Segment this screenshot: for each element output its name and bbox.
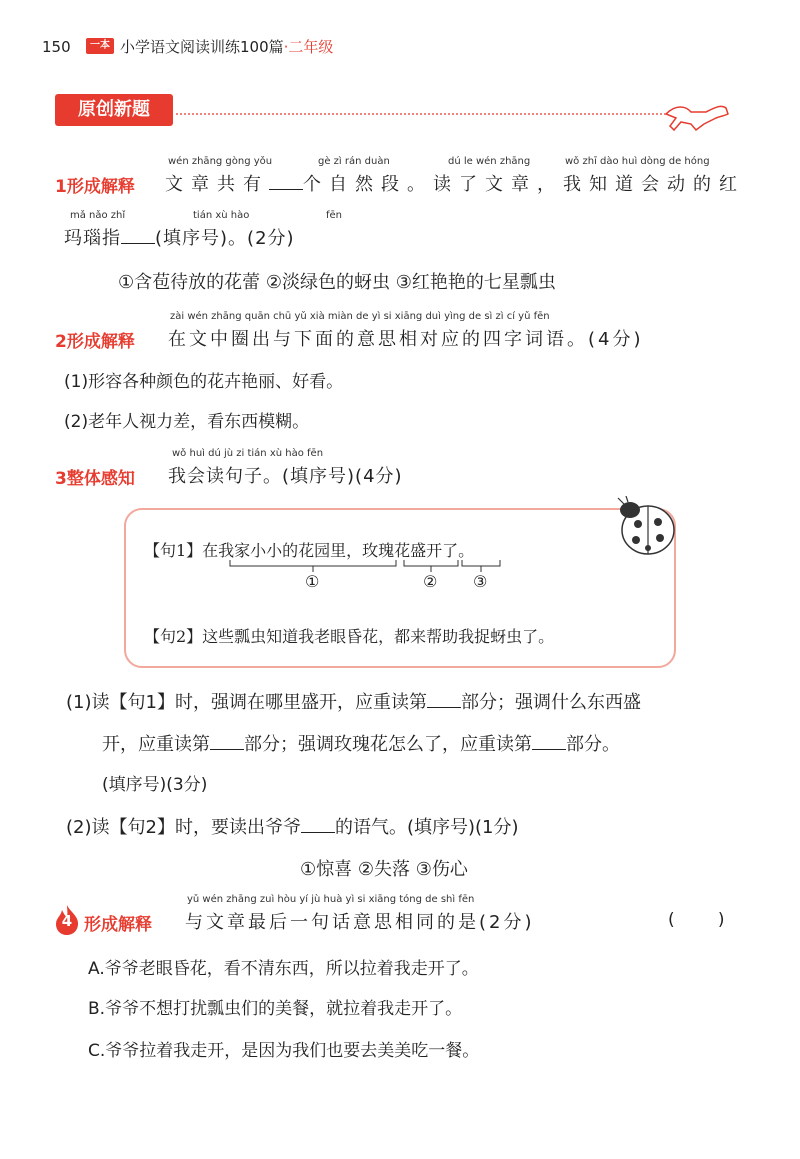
- q2-label: 2形成解释: [55, 332, 135, 352]
- section-tag: 原创新题: [55, 94, 173, 126]
- q3-sub1-text-d: 部分；强调玫瑰花怎么了，应重读第: [244, 734, 532, 755]
- q2-item-2: (2)老年人视力差，看东西模糊。: [64, 412, 310, 432]
- brand-badge: 一本: [86, 38, 114, 54]
- ladybug-icon: [612, 496, 682, 562]
- q3-sub1-line2: [102, 730, 620, 756]
- q3-sub1-line1: [66, 688, 641, 714]
- q1-label: 1形成解释: [55, 177, 135, 197]
- q1-line2: [64, 224, 295, 250]
- q3-sub1-line3: (填序号)(3分): [102, 775, 208, 795]
- q1-text-b: 个自然段。读了文章，我知道会动的红: [303, 174, 745, 195]
- sentence-1-mark-1: ①: [305, 572, 320, 591]
- q3-sub1-text-b: 部分；强调什么东西盛: [460, 692, 641, 713]
- q1-pinyin-6: tián xù hào: [193, 210, 250, 221]
- q4-option-b[interactable]: B.爷爷不想打扰瓢虫们的美餐，就拉着我走开了。: [88, 999, 463, 1019]
- dotted-line-cat-icon: [176, 104, 736, 140]
- page-number: 150: [42, 38, 71, 56]
- q3-blank-4[interactable]: [301, 816, 335, 833]
- book-title-text: 小学语文阅读训练100篇: [120, 38, 284, 56]
- q1-pinyin-5: mǎ nǎo zhǐ: [70, 210, 126, 221]
- q3-label: 3整体感知: [55, 469, 135, 489]
- q1-text-d: (填序号)。(2分): [155, 228, 295, 249]
- q1-pinyin-7: fēn: [326, 210, 343, 221]
- q1-pinyin-1: wén zhāng gòng yǒu: [168, 156, 273, 167]
- q1-text: [165, 170, 745, 196]
- q1-blank-1[interactable]: [269, 173, 303, 190]
- book-title: [120, 36, 333, 57]
- sentence-2: 【句2】这些瓢虫知道我老眼昏花，都来帮助我捉蚜虫了。: [144, 627, 555, 646]
- q4-text: 与文章最后一句话意思相同的是(2分): [185, 912, 535, 933]
- grade-label: 二年级: [288, 38, 334, 56]
- sentence-1: 【句1】在我家小小的花园里，玫瑰花盛开了。: [144, 541, 475, 560]
- q3-sub2: [66, 813, 519, 839]
- q1-text-c: 玛瑙指: [64, 228, 121, 249]
- q1-pinyin-3: dú le wén zhāng: [448, 156, 531, 167]
- q4-answer-box[interactable]: ( ): [668, 910, 725, 930]
- q3-sub1-text-c: 开，应重读第: [102, 734, 210, 755]
- q1-options: ①含苞待放的花蕾 ②淡绿色的蚜虫 ③红艳艳的七星瓢虫: [118, 272, 556, 293]
- q3-blank-3[interactable]: [532, 733, 566, 750]
- q1-pinyin-4: wǒ zhī dào huì dòng de hóng: [565, 156, 710, 167]
- q4-number: 4: [61, 912, 73, 930]
- q3-text: 我会读句子。(填序号)(4分): [168, 466, 403, 487]
- q2-pinyin: zài wén zhāng quān chū yǔ xià miàn de yì si xiāng duì yìng de sì zì cí yǔ fēn: [170, 311, 550, 322]
- q3-pinyin: wǒ huì dú jù zi tián xù hào fēn: [172, 448, 324, 459]
- title-separator: ·: [283, 38, 289, 56]
- sentence-1-brackets: [228, 558, 508, 572]
- q3-blank-1[interactable]: [427, 691, 461, 708]
- q3-sub1-text-a: (1)读【句1】时，强调在哪里盛开，应重读第: [66, 692, 427, 713]
- q1-blank-2[interactable]: [121, 227, 155, 244]
- q3-sub1-text-e: 部分。: [566, 734, 620, 755]
- q4-pinyin: yǔ wén zhāng zuì hòu yí jù huà yì si xiāng tóng de shì fēn: [187, 894, 475, 905]
- sentence-1-mark-2: ②: [423, 572, 438, 591]
- sentence-1-mark-3: ③: [473, 572, 488, 591]
- q3-sub2-options: ①惊喜 ②失落 ③伤心: [300, 859, 468, 880]
- q2-item-1: (1)形容各种颜色的花卉艳丽、好看。: [64, 372, 344, 392]
- q3-blank-2[interactable]: [210, 733, 244, 750]
- q3-sub2-text-a: (2)读【句2】时，要读出爷爷: [66, 817, 301, 838]
- q4-option-a[interactable]: A.爷爷老眼昏花，看不清东西，所以拉着我走开了。: [88, 959, 479, 979]
- q4-label: 形成解释: [84, 915, 152, 935]
- q1-pinyin-2: gè zì rán duàn: [318, 156, 390, 167]
- q1-text-a: 文章共有: [165, 174, 269, 195]
- q2-text: 在文中圈出与下面的意思相对应的四字词语。(4分): [168, 329, 644, 350]
- q4-option-c[interactable]: C.爷爷拉着我走开，是因为我们也要去美美吃一餐。: [88, 1041, 480, 1061]
- q3-sub2-text-b: 的语气。(填序号)(1分): [334, 817, 519, 838]
